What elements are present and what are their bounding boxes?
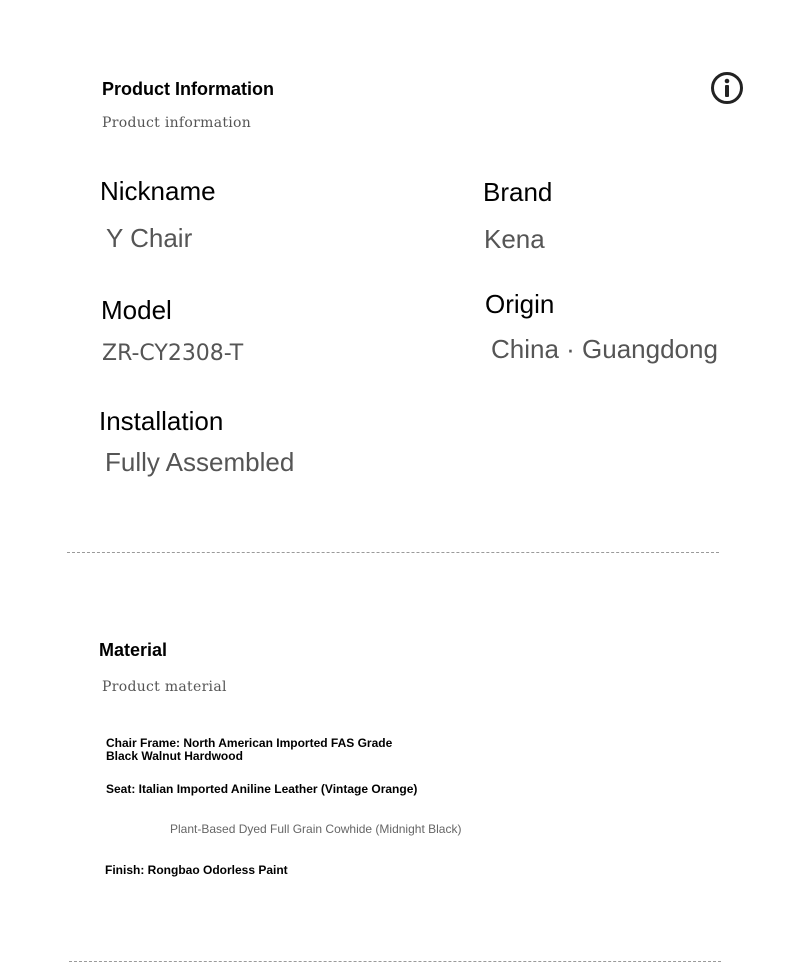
info-icon[interactable]	[710, 71, 744, 105]
material-title: Material	[99, 640, 168, 660]
product-info-title: Product Information	[102, 79, 274, 99]
material-line-frame: Chair Frame: North American Imported FAS Grade Black Walnut Hardwood	[106, 736, 393, 763]
model-label: Model	[101, 295, 172, 325]
product-info-subtitle: Product information	[102, 115, 252, 131]
model-value: ZR-CY2308-T	[102, 341, 244, 366]
section-divider-bottom	[69, 961, 721, 962]
origin-label: Origin	[485, 289, 555, 319]
material-line-finish: Finish: Rongbao Odorless Paint	[105, 863, 288, 877]
section-divider	[67, 552, 719, 553]
nickname-label: Nickname	[100, 176, 216, 206]
nickname-value: Y Chair	[106, 223, 193, 253]
origin-value: China · Guangdong	[491, 334, 718, 364]
brand-value: Kena	[484, 224, 545, 254]
brand-label: Brand	[483, 177, 553, 207]
material-subtitle: Product material	[102, 679, 227, 695]
installation-label: Installation	[99, 406, 224, 436]
installation-value: Fully Assembled	[105, 447, 295, 477]
material-line-cowhide: Plant-Based Dyed Full Grain Cowhide (Midnight Black)	[170, 822, 462, 836]
material-line-seat: Seat: Italian Imported Aniline Leather (Vintage Orange)	[106, 782, 418, 796]
